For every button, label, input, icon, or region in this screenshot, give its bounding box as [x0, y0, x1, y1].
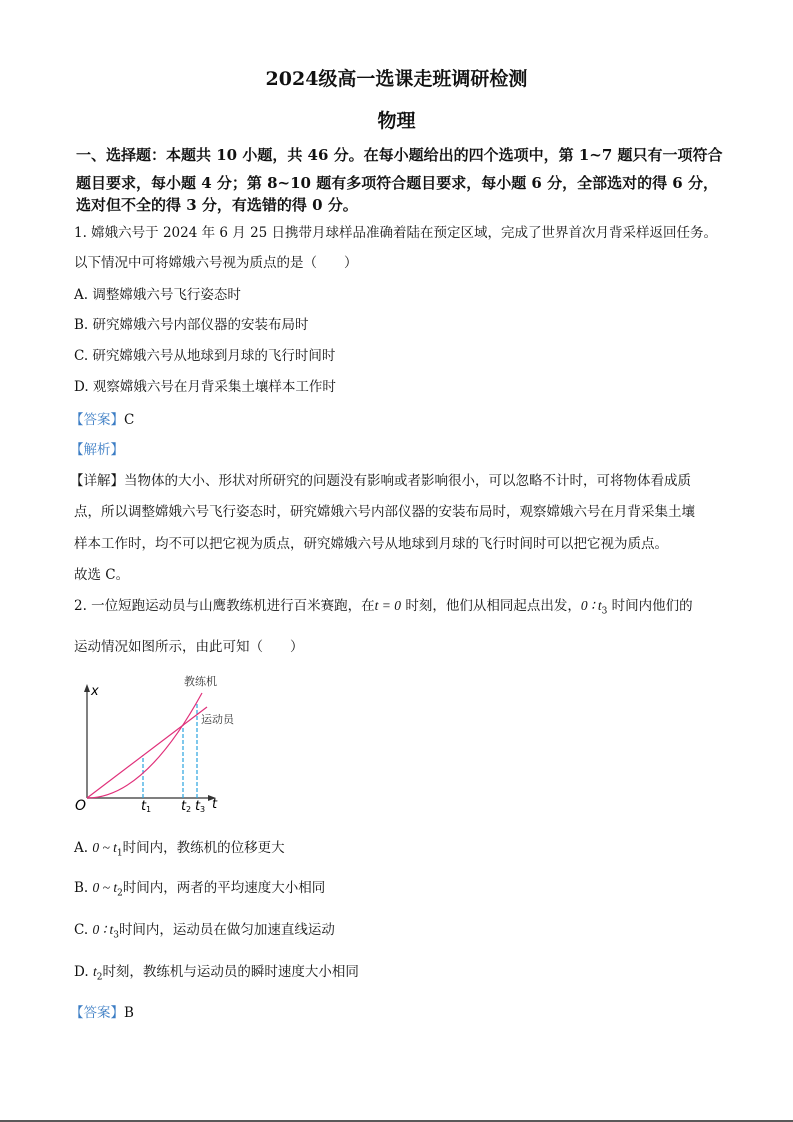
- coach-label: 教练机: [184, 675, 217, 688]
- math: 0 ∶ t: [580, 598, 602, 613]
- t3-label: t: [195, 799, 201, 814]
- option-text: 时刻，教练机与运动员的瞬时速度大小相同: [102, 964, 359, 980]
- math: t = 0: [374, 598, 402, 613]
- runner-line: [87, 707, 207, 798]
- q2-option-a: [74, 839, 285, 863]
- q2-option-d: [74, 963, 359, 987]
- option-label: D.: [74, 964, 89, 980]
- math: 0 ~ t: [92, 880, 118, 895]
- math: t: [92, 964, 97, 979]
- x-axis-label: t: [212, 797, 218, 812]
- y-axis-label: x: [91, 684, 99, 699]
- q1-detail: 样本工作时，均不可以把它视为质点，研究嫦娥六号从地球到月球的飞行时间时可以把它视为质点。: [74, 536, 668, 552]
- option-label: B.: [74, 880, 89, 896]
- math-sub: 3: [601, 606, 608, 617]
- q1-option-b: B. 研究嫦娥六号内部仪器的安装布局时: [74, 317, 309, 333]
- answer-value: C: [124, 412, 135, 428]
- math: 0 ~ t: [92, 840, 117, 855]
- option-text: 时间内，教练机的位移更大: [122, 840, 285, 856]
- q2-answer: [70, 1004, 134, 1022]
- stem-text: 时间内他们的: [611, 598, 693, 614]
- section-instructions: 题目要求，每小题 4 分；第 8~10 题有多项符合题目要求，每小题 6 分，全部选对的得 6 分，: [76, 174, 718, 192]
- t1-sub: 1: [146, 805, 152, 814]
- y-axis-arrow-icon: [84, 684, 90, 692]
- axes: [84, 684, 216, 801]
- q1-option-c: C. 研究嫦娥六号从地球到月球的飞行时间时: [74, 348, 336, 364]
- document-title: 2024级高一选课走班调研检测: [265, 68, 528, 90]
- detail-tag: 【详解】: [70, 473, 124, 489]
- q1-stem: 以下情况中可将嫦娥六号视为质点的是（ ）: [74, 255, 358, 271]
- option-text: 时间内，运动员在做匀加速直线运动: [118, 922, 335, 938]
- q1-option-a: A. 调整嫦娥六号飞行姿态时: [74, 287, 241, 303]
- answer-tag: 【答案】: [70, 412, 124, 428]
- section-instructions: 一、选择题：本题共 10 小题，共 46 分。在每小题给出的四个选项中，第 1~7 题只有一项符合: [76, 146, 723, 164]
- q1-stem: 1. 嫦娥六号于 2024 年 6 月 25 日携带月球样品准确着陆在预定区域，完成了世界首次月背采样返回任务。: [74, 225, 718, 241]
- q1-detail: 故选 C。: [74, 567, 130, 583]
- math-sub: 1: [116, 848, 123, 859]
- answer-value: B: [124, 1005, 134, 1021]
- option-label: C.: [74, 922, 89, 938]
- coach-curve: [87, 693, 202, 798]
- stem-text: 时刻，他们从相同起点出发，: [405, 598, 581, 614]
- math-sub: 2: [117, 888, 123, 899]
- detail-text: 当物体的大小、形状对所研究的问题没有影响或者影响很小，可以忽略不计时，可将物体看成质: [124, 473, 691, 489]
- q2-option-c: [74, 921, 335, 945]
- math: 0 ∶ t: [92, 922, 114, 937]
- analysis-tag: 【解析】: [70, 442, 124, 458]
- math-sub: 3: [113, 930, 119, 941]
- origin-label: O: [75, 798, 87, 814]
- q2-stem: 运动情况如图所示，由此可知（ ）: [74, 639, 304, 655]
- q1-detail: 点，所以调整嫦娥六号飞行姿态时，研究嫦娥六号内部仪器的安装布局时，观察嫦娥六号在月背采集土壤: [74, 504, 695, 520]
- option-text: 时间内，两者的平均速度大小相同: [122, 880, 326, 896]
- subject-title: 物理: [377, 110, 416, 132]
- t2-label: t: [181, 799, 187, 814]
- option-label: A.: [74, 840, 89, 856]
- section-instructions: 选对但不全的得 3 分，有选错的得 0 分。: [76, 196, 358, 214]
- q1-option-d: D. 观察嫦娥六号在月背采集土壤样本工作时: [74, 379, 336, 395]
- math-sub: 2: [96, 972, 103, 983]
- t3-sub: 3: [200, 805, 206, 814]
- t1-label: t: [141, 799, 147, 814]
- stem-text: 2. 一位短跑运动员与山鹰教练机进行百米赛跑，在: [74, 598, 375, 614]
- answer-tag: 【答案】: [70, 1005, 124, 1021]
- t2-sub: 2: [186, 805, 192, 814]
- q2-option-b: [74, 879, 325, 903]
- runner-label: 运动员: [201, 713, 234, 726]
